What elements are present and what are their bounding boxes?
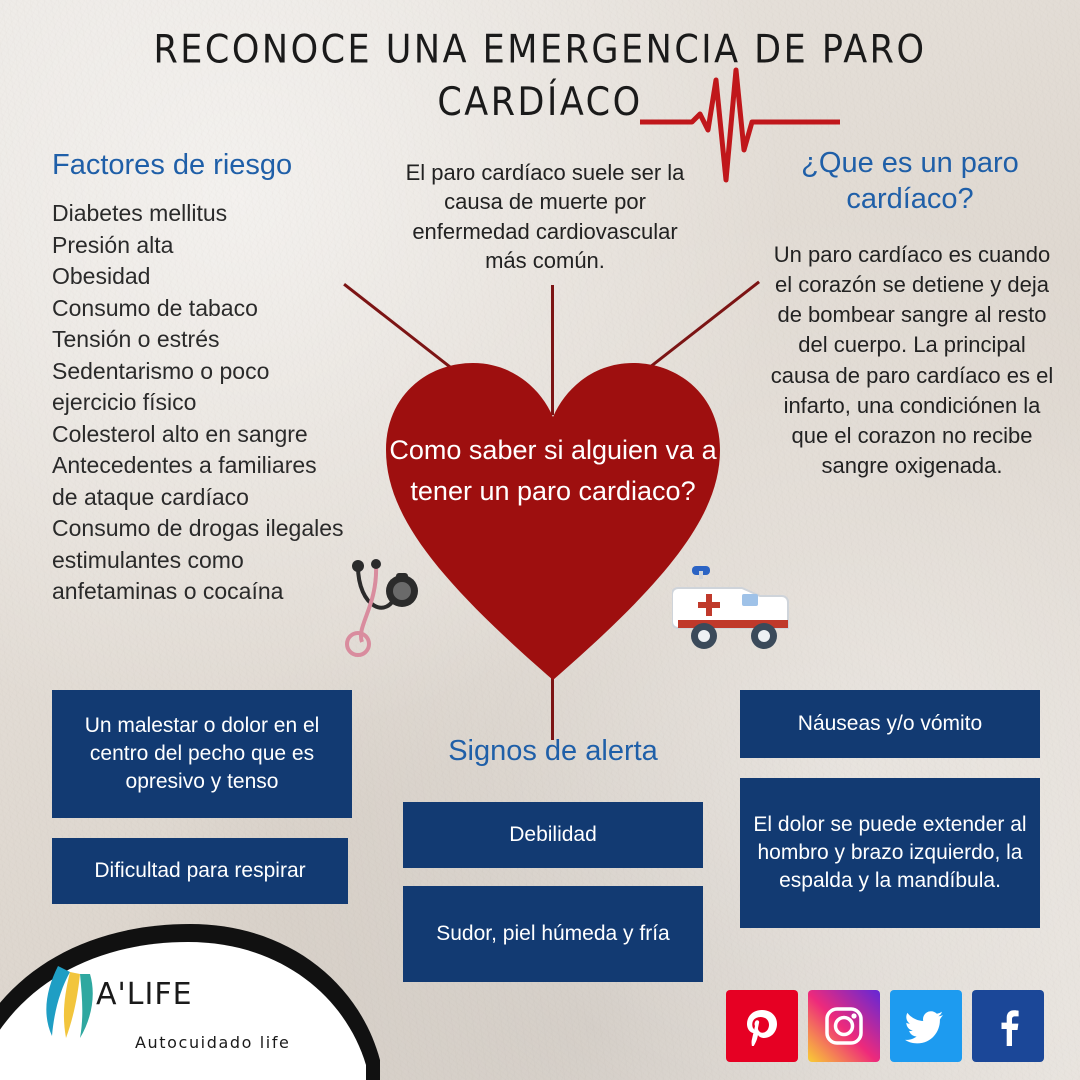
definition-heading-line-1: ¿Que es un paro [801, 147, 1019, 179]
brand-name: A'LIFE [96, 977, 193, 1012]
alert-box-breathing: Dificultad para respirar [52, 838, 348, 904]
social-link-facebook[interactable] [972, 990, 1044, 1062]
logo-mark-icon [40, 962, 98, 1040]
title-line-1: RECONOCE UNA EMERGENCIA DE PARO [153, 27, 927, 73]
facebook-icon [988, 1006, 1028, 1046]
list-item: Consumo de tabaco [52, 294, 258, 321]
social-link-twitter[interactable] [890, 990, 962, 1062]
list-item: Obesidad [52, 263, 151, 289]
stethoscope-icon [336, 548, 446, 658]
social-link-instagram[interactable] [808, 990, 880, 1062]
list-item: anfetaminas o cocaína [52, 578, 284, 604]
list-item: de ataque cardíaco [52, 483, 249, 510]
page-title [0, 27, 1080, 126]
instagram-icon [823, 1005, 865, 1047]
list-item: estimulantes como [52, 546, 244, 573]
alert-box-sweating: Sudor, piel húmeda y fría [403, 886, 703, 982]
pinterest-icon [742, 1006, 782, 1046]
alert-box-weakness: Debilidad [403, 802, 703, 868]
list-item: Antecedentes a familiares [52, 452, 317, 478]
list-item: ejercicio físico [52, 389, 197, 415]
definition-paragraph: Un paro cardíaco es cuando el corazón se detiene y deja de bombear sangre al resto del cuerpo. La principal causa de paro cardíaco es el infarto, una condiciónen la que el corazon no recibe sangre oxigenada. [770, 242, 1054, 478]
heart-question: Como saber si alguien va a tener un paro cardiaco? [389, 435, 717, 507]
list-item: Tensión o estrés [52, 326, 220, 352]
alert-box-chest-pain: Un malestar o dolor en el centro del pecho que es opresivo y tenso [52, 690, 352, 818]
list-item: Sedentarismo o poco [52, 357, 270, 384]
risk-factors-list [52, 198, 412, 608]
risk-factors-heading: Factores de riesgo [52, 149, 293, 181]
ambulance-icon [672, 558, 794, 662]
list-item: Presión alta [52, 231, 174, 258]
definition-heading [760, 145, 1060, 218]
list-item: Diabetes mellitus [52, 200, 228, 226]
brand-tagline: Autocuidado life [135, 1033, 291, 1052]
alert-box-radiating-pain: El dolor se puede extender al hombro y brazo izquierdo, la espalda y la mandíbula. [740, 778, 1040, 928]
list-item: Colesterol alto en sangre [52, 420, 308, 447]
alerts-heading: Signos de alerta [448, 735, 658, 767]
definition-heading-line-2: cardíaco? [846, 183, 974, 216]
alert-box-nausea: Náuseas y/o vómito [740, 690, 1040, 758]
list-item: Consumo de drogas ilegales [52, 515, 344, 541]
title-line-2: CARDÍACO [437, 80, 643, 126]
twitter-icon [905, 1005, 947, 1047]
intro-paragraph: El paro cardíaco suele ser la causa de muerte por enfermedad cardiovascular más común. [405, 160, 685, 273]
social-link-pinterest[interactable] [726, 990, 798, 1062]
